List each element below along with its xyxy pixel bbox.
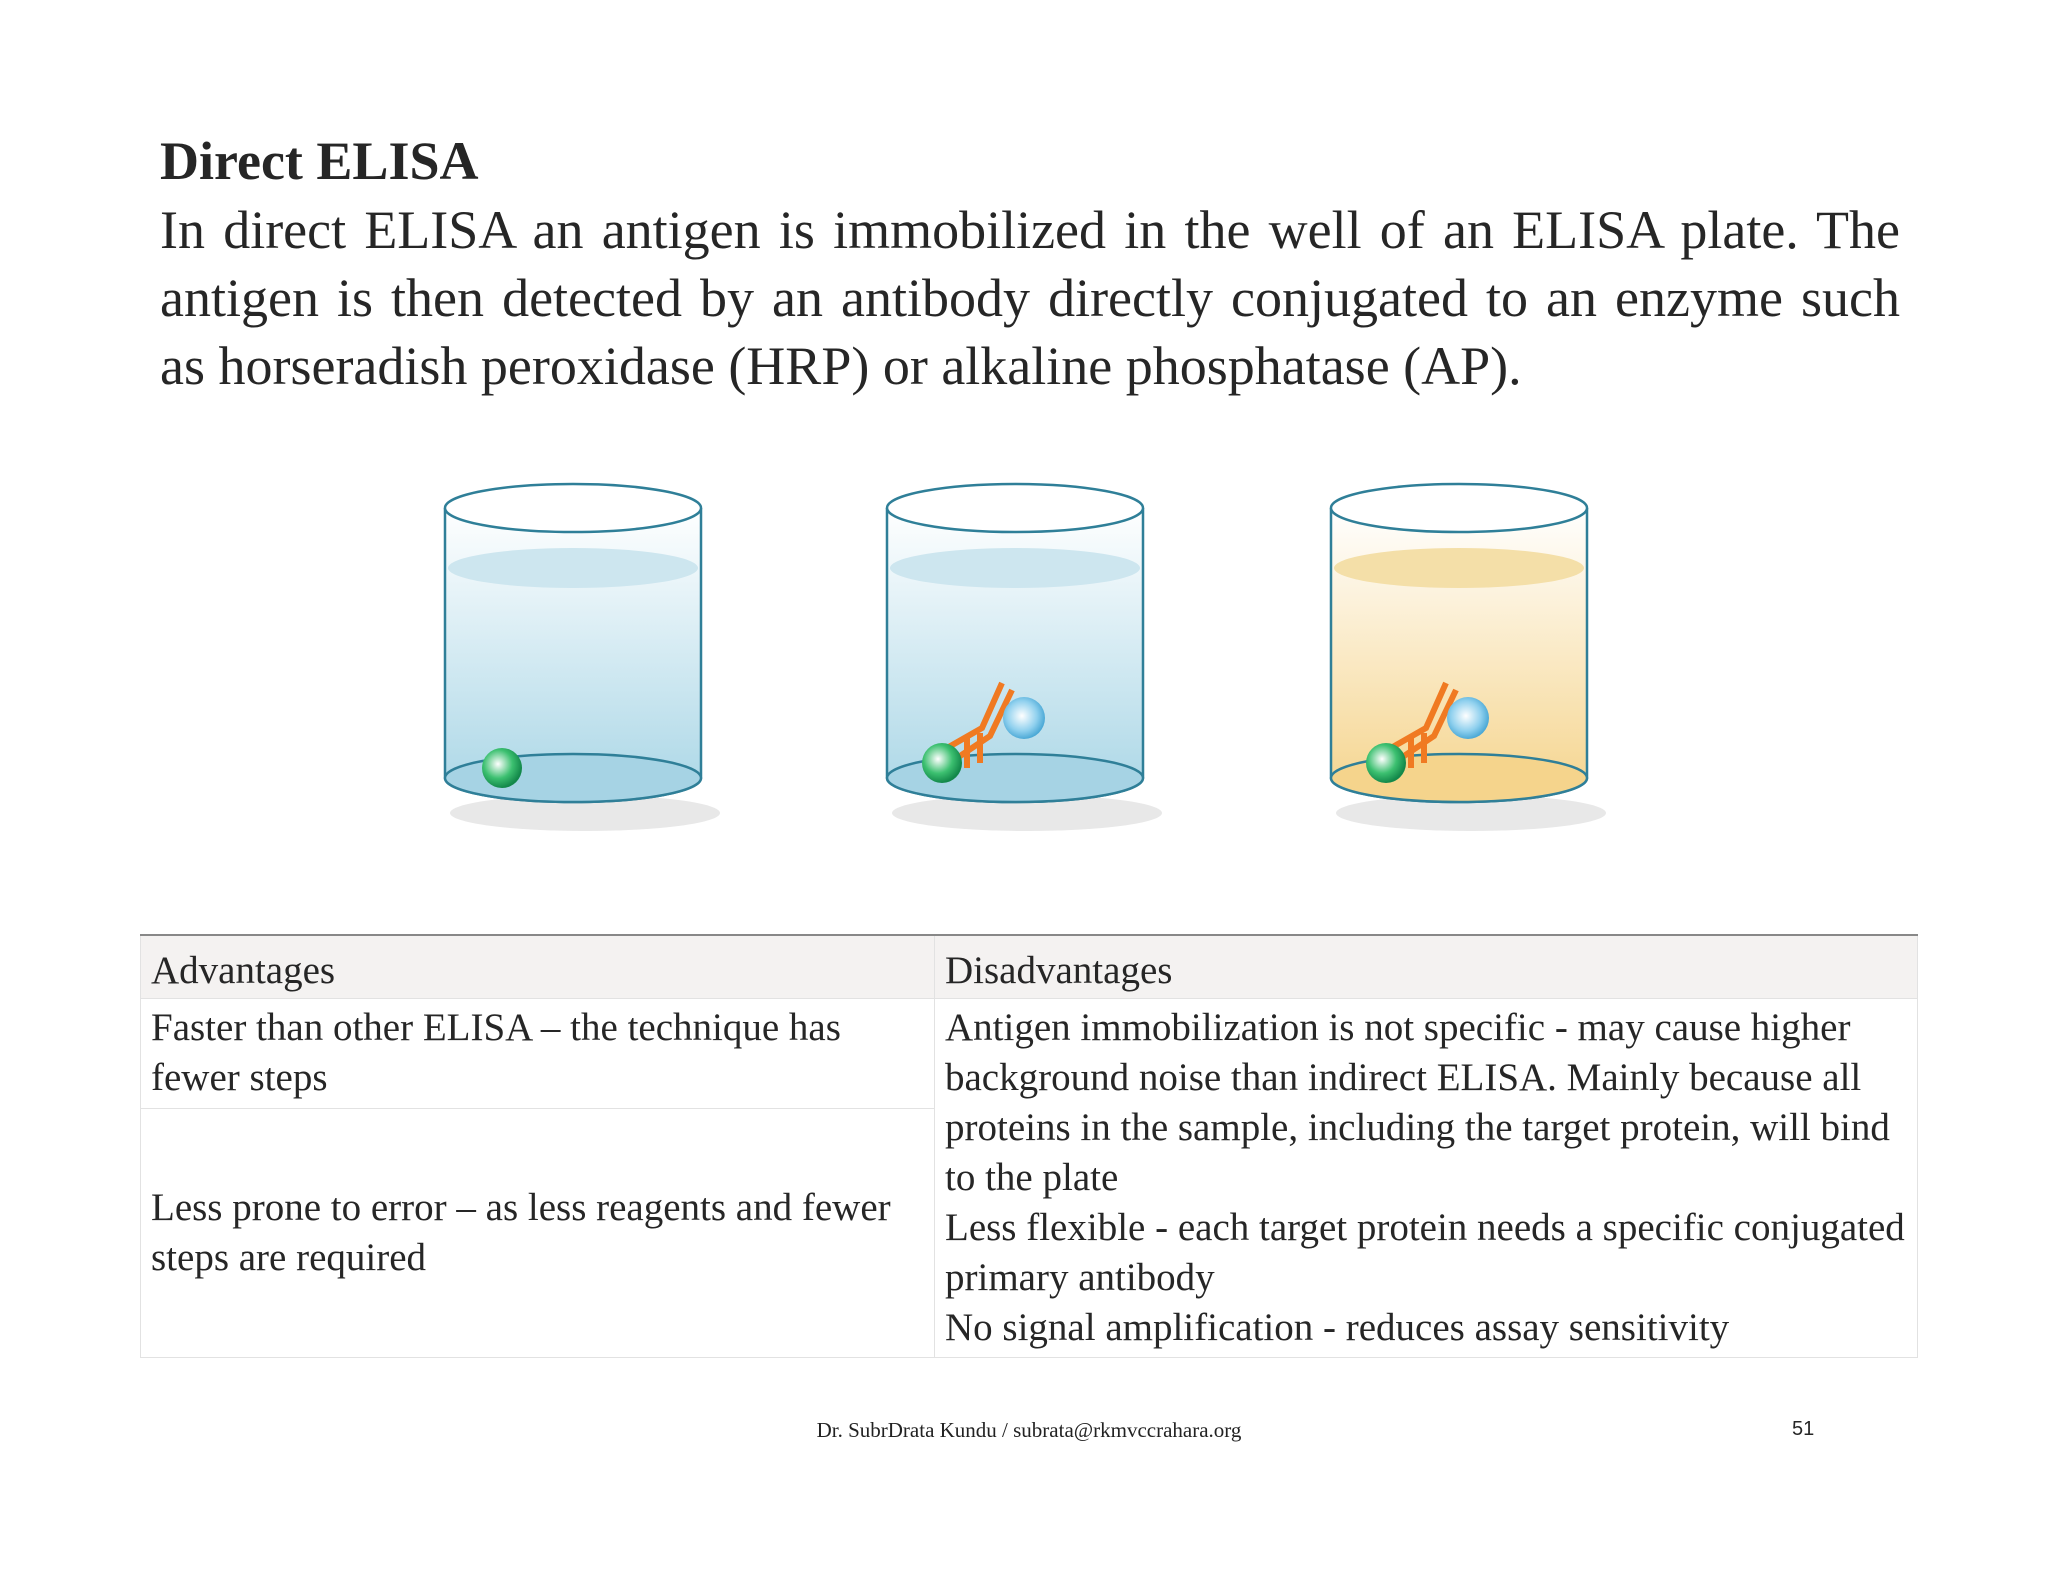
advantages-disadvantages-table [140, 934, 1918, 1358]
advantage-cell: Less prone to error – as less reagents and fewer steps are required [141, 1109, 935, 1358]
antigen-icon [482, 748, 522, 788]
disadvantage-item: Less flexible - each target protein needs a specific conjugated primary antibody [945, 1206, 1905, 1299]
disadvantage-item: Antigen immobilization is not specific - may cause higher background noise than indirect ELISA. Mainly because all proteins in the sample, including the target protein, will bind to the plate [945, 1006, 1890, 1199]
enzyme-icon [1003, 697, 1045, 739]
well-antibody-bound [872, 478, 1172, 838]
well-color-developed [1316, 478, 1616, 838]
antigen-icon [1366, 743, 1406, 783]
well-antigen-only [430, 478, 730, 838]
header-advantages: Advantages [141, 935, 935, 999]
section-heading: Direct ELISA [160, 131, 479, 191]
disadvantages-cell [935, 999, 1918, 1358]
intro-paragraph: In direct ELISA an antigen is immobilized in the well of an ELISA plate. The antigen is then detected by an antibody directly conjugated to an enzyme such as horseradish peroxidase (HRP) or alkaline phosphatase (AP). [160, 200, 1900, 396]
footer-author: Dr. SubrDrata Kundu / subrata@rkmvccrahara.org [816, 1418, 1242, 1442]
antigen-icon [922, 743, 962, 783]
page-number: 51 [1792, 1418, 1815, 1440]
header-disadvantages: Disadvantages [935, 935, 1918, 999]
advantage-cell: Faster than other ELISA – the technique has fewer steps [141, 999, 935, 1109]
enzyme-icon [1447, 697, 1489, 739]
disadvantage-item: No signal amplification - reduces assay sensitivity [945, 1306, 1730, 1349]
